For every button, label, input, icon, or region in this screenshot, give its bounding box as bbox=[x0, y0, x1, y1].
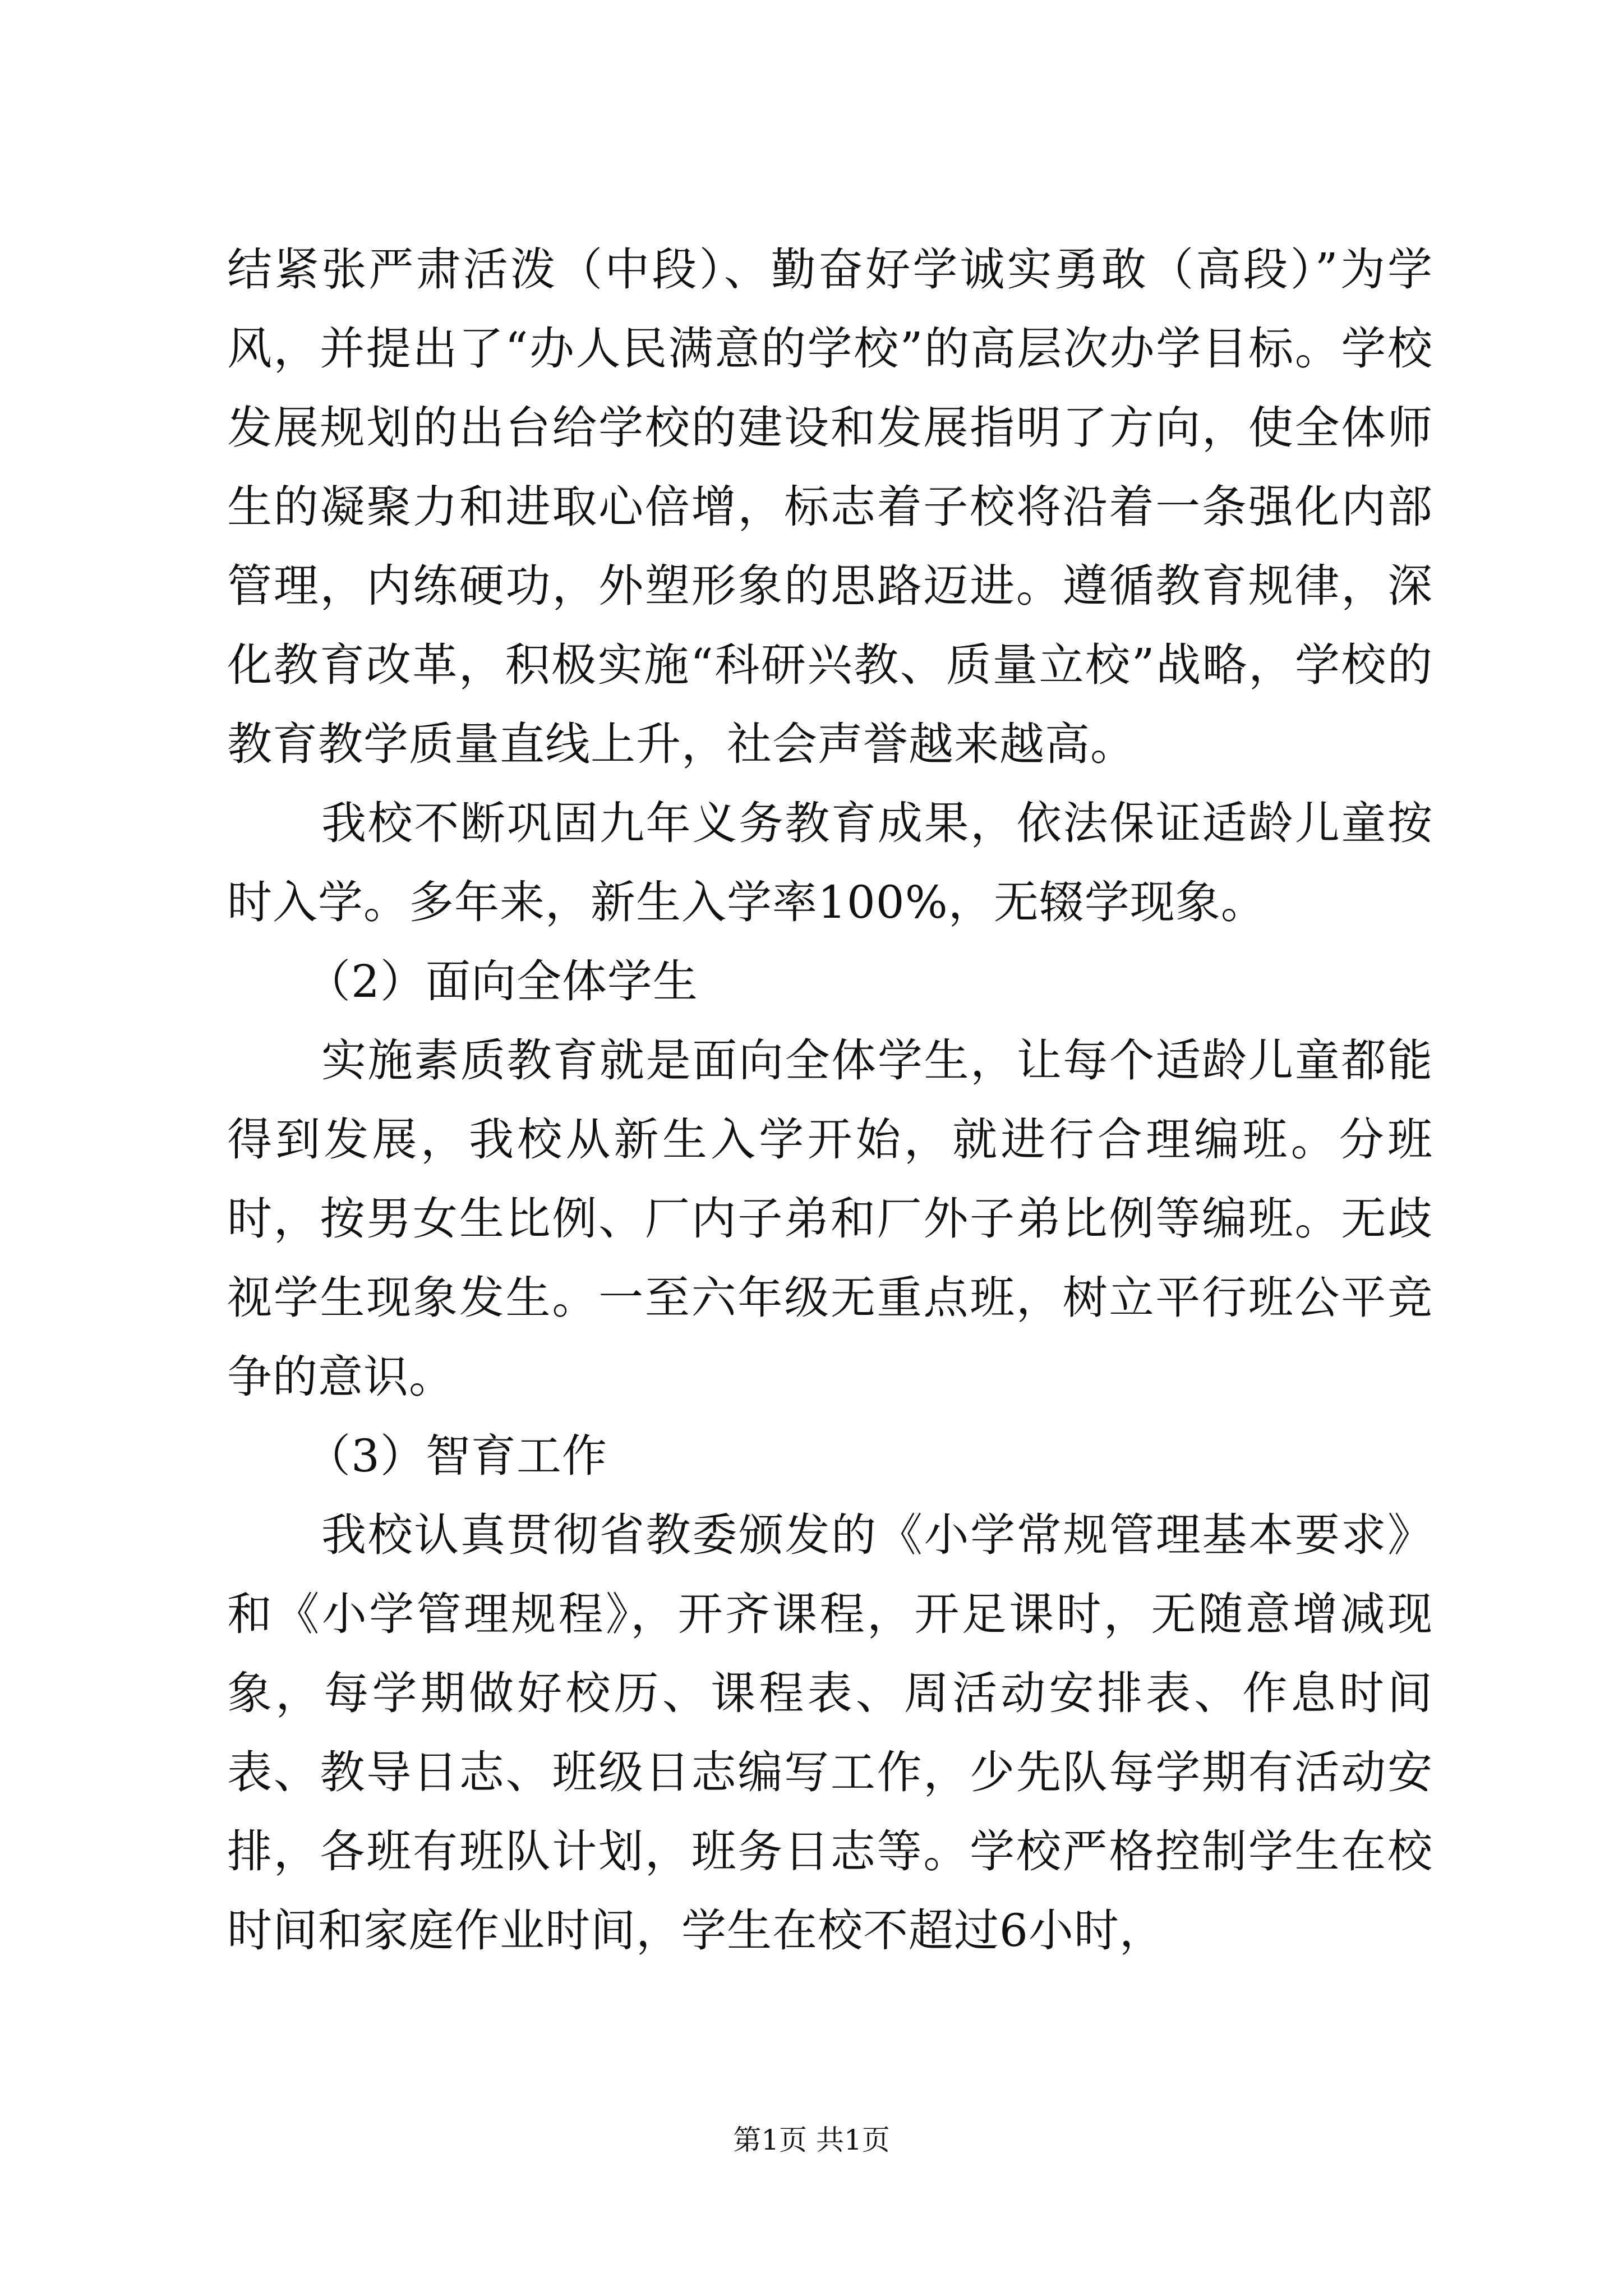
document-body bbox=[227, 230, 1433, 1970]
paragraph-curriculum: 我校认真贯彻省教委颁发的《小学常规管理基本要求》和《小学管理规程》，开齐课程，开足课时，无随意增减现象，每学期做好校历、课程表、周活动安排表、作息时间表、教导日志、班级日志编写工作，少先队每学期有活动安排，各班有班队计划，班务日志等。学校严格控制学生在校时间和家庭作业时间，学生在校不超过6小时， bbox=[227, 1509, 1433, 1957]
page-number-footer: 第1页 共1页 bbox=[733, 2124, 890, 2156]
paragraph-enrollment: 我校不断巩固九年义务教育成果，依法保证适龄儿童按时入学。多年来，新生入学率100%，无辍学现象。 bbox=[227, 797, 1433, 928]
section-heading-intellectual-education: （3）智育工作 bbox=[306, 1430, 607, 1482]
section-heading-all-students: （2）面向全体学生 bbox=[306, 955, 698, 1007]
paragraph-class-grouping: 实施素质教育就是面向全体学生，让每个适龄儿童都能得到发展，我校从新生入学开始，就进行合理编班。分班时，按男女生比例、厂内子弟和厂外子弟比例等编班。无歧视学生现象发生。一至六年级无重点班，树立平行班公平竞争的意识。 bbox=[227, 1034, 1433, 1403]
paragraph-school-motto: 结紧张严肃活泼（中段）、勤奋好学诚实勇敢（高段）”为学风，并提出了“办人民满意的学校”的高层次办学目标。学校发展规划的出台给学校的建设和发展指明了方向，使全体师生的凝聚力和进取心倍增，标志着子校将沿着一条强化内部管理，内练硬功，外塑形象的思路迈进。遵循教育规律，深化教育改革，积极实施“科研兴教、质量立校”战略，学校的教育教学质量直线上升，社会声誉越来越高。 bbox=[227, 243, 1433, 770]
